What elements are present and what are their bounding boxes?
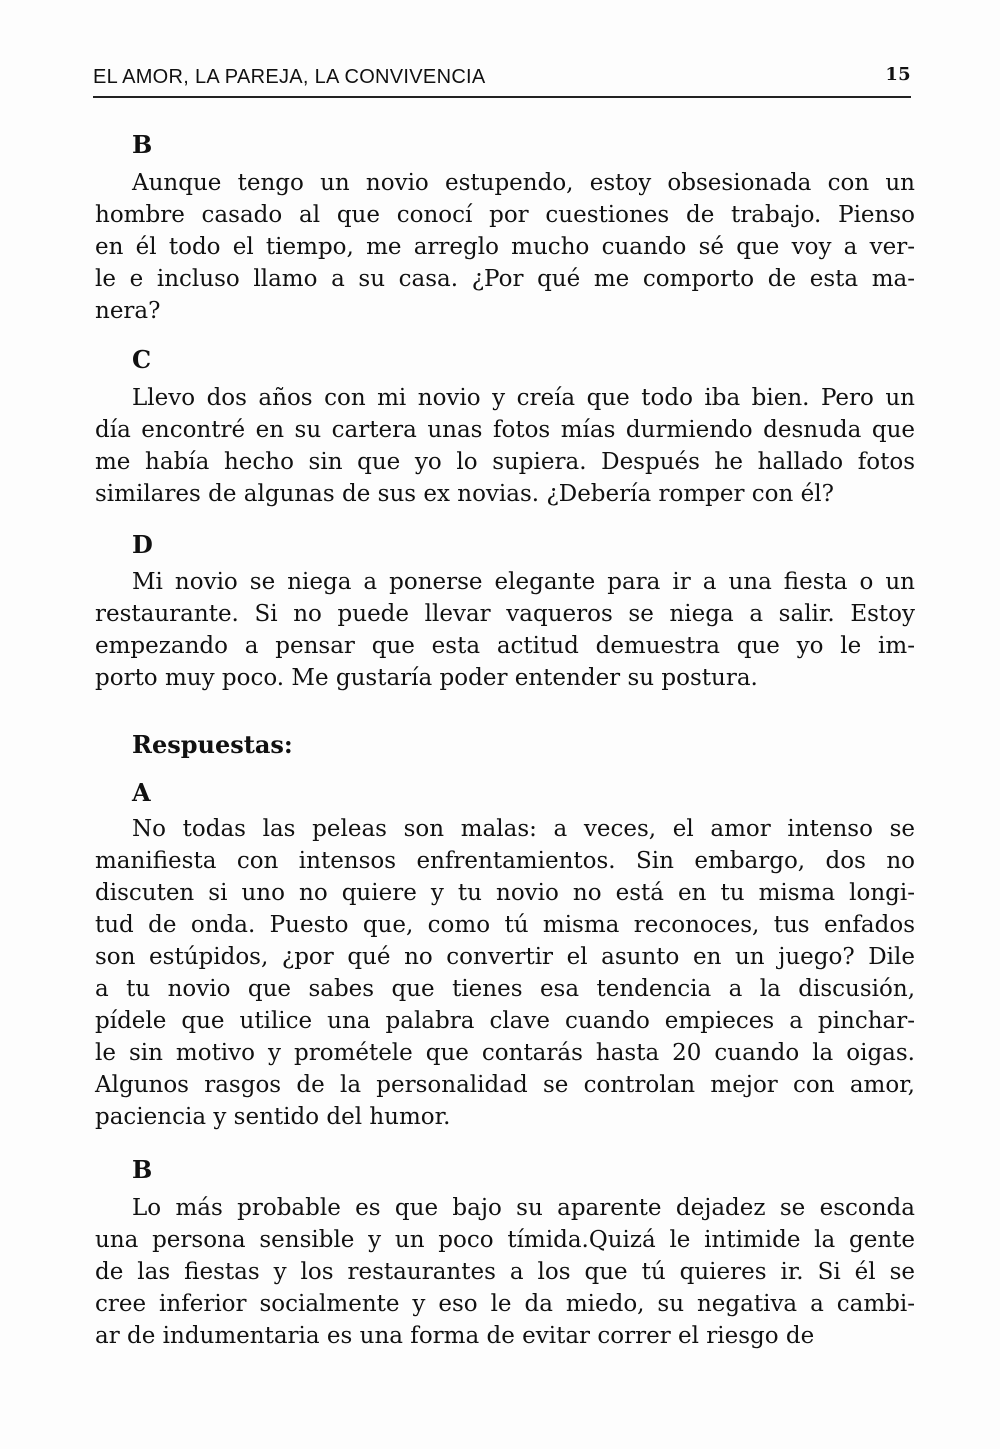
text-line: hombre casado al que conocí por cuestiones de trabajo. Pienso [95,202,915,228]
answer-a [95,813,915,1133]
text-line: Llevo dos años con mi novio y creía que todo iba bien. Pero un [132,385,915,411]
text-line: pídele que utilice una palabra clave cuando empieces a pinchar- [95,1008,915,1034]
text-line: nera? [95,298,161,324]
text-line: Mi novio se niega a ponerse elegante para ir a una fiesta o un [132,569,915,595]
answers-heading: Respuestas: [132,730,293,759]
text-line: Aunque tengo un novio estupendo, estoy obsesionada con un [132,170,915,196]
answer-label-a: A [132,778,151,807]
text-line: Lo más probable es que bajo su aparente dejadez se esconda [132,1195,915,1221]
answer-b [95,1192,915,1352]
paragraph-d [95,566,915,694]
text-line: restaurante. Si no puede llevar vaqueros se niega a salir. Estoy [95,601,915,627]
text-line: me había hecho sin que yo lo supiera. Después he hallado fotos [95,449,915,475]
text-line: porto muy poco. Me gustaría poder entender su postura. [95,665,758,691]
answer-label-b: B [132,1155,153,1184]
section-label-b: B [132,130,153,159]
text-line: manifiesta con intensos enfrentamientos. Sin embargo, dos no [95,848,915,874]
section-label-d: D [132,530,153,559]
text-line: son estúpidos, ¿por qué no convertir el asunto en un juego? Dile [95,944,915,970]
text-line: a tu novio que sabes que tienes esa tendencia a la discusión, [95,976,915,1002]
text-line: cree inferior socialmente y eso le da miedo, su negativa a cambi- [95,1291,915,1317]
text-line: ar de indumentaria es una forma de evitar correr el riesgo de [95,1323,815,1349]
text-line: No todas las peleas son malas: a veces, el amor intenso se [132,816,915,842]
text-line: de las fiestas y los restaurantes a los que tú quieres ir. Si él se [95,1259,915,1285]
text-line: discuten si uno no quiere y tu novio no está en tu misma longi- [95,880,915,906]
paragraph-b [95,167,915,327]
text-line: en él todo el tiempo, me arreglo mucho cuando sé que voy a ver- [95,234,915,260]
text-line: empezando a pensar que esta actitud demuestra que yo le im- [95,633,915,659]
running-header [93,64,911,98]
text-line: similares de algunas de sus ex novias. ¿Debería romper con él? [95,481,834,507]
header-title: EL AMOR, LA PAREJA, LA CONVIVENCIA [93,66,486,88]
section-label-c: C [132,345,152,374]
text-line: día encontré en su cartera unas fotos mías durmiendo desnuda que [95,417,915,443]
paragraph-c [95,382,915,510]
page-number: 15 [885,64,911,85]
text-line: paciencia y sentido del humor. [95,1104,451,1130]
text-line: tud de onda. Puesto que, como tú misma reconoces, tus enfados [95,912,915,938]
text-line: una persona sensible y un poco tímida.Quizá le intimide la gente [95,1227,915,1253]
text-line: le e incluso llamo a su casa. ¿Por qué me comporto de esta ma- [95,266,915,292]
text-line: Algunos rasgos de la personalidad se controlan mejor con amor, [95,1072,915,1098]
text-line: le sin motivo y prométele que contarás hasta 20 cuando la oigas. [95,1040,915,1066]
